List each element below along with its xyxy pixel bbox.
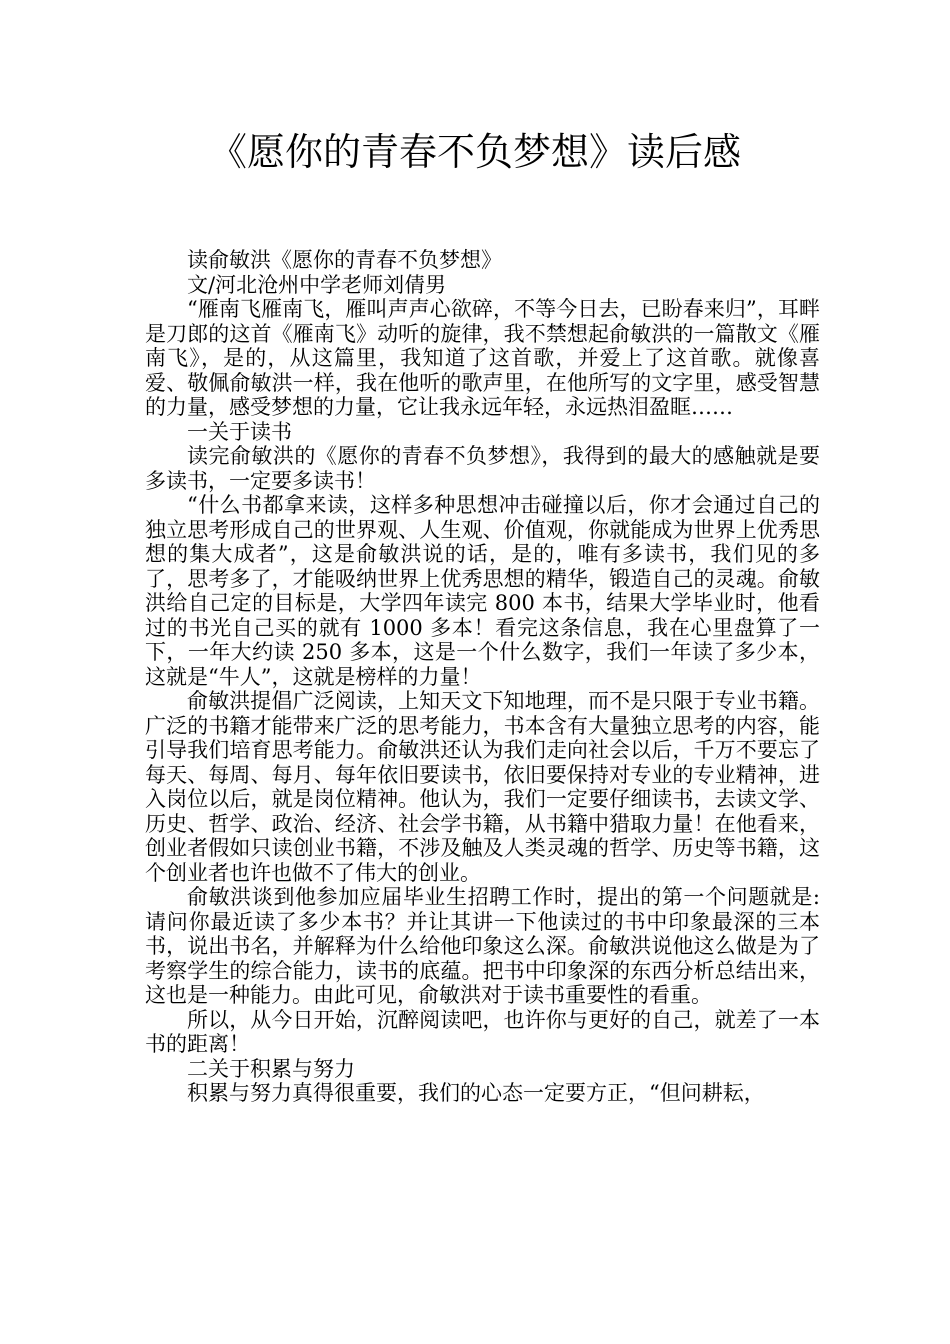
paragraph: 所以，从今日开始，沉醉阅读吧，也许你与更好的自己，就差了一本书的距离！ [145, 1007, 820, 1056]
paragraph-intro: “雁南飞雁南飞，雁叫声声心欲碎，不等今日去，已盼春来归”，耳畔是刀郎的这首《雁南飞》动听的旋律，我不禁想起俞敏洪的一篇散文《雁南飞》，是的，从这篇里，我知道了这首歌，并爱上了这首歌。就像喜爱、敬佩俞敏洪一样，我在他听的歌声里，在他所写的文字里，感受智慧的力量，感受梦想的力量，它让我永远年轻，永远热泪盈眶…… [145, 297, 820, 419]
paragraph-author-line: 文/河北沧州中学老师刘倩男 [187, 272, 447, 297]
paragraph: 读完俞敏洪的《愿你的青春不负梦想》，我得到的最大的感触就是要多读书，一定要多读书！ [145, 444, 820, 493]
paragraph: 积累与努力真得很重要，我们的心态一定要方正，“但问耕耘， [187, 1081, 765, 1105]
section-heading-reading: 一关于读书 [187, 419, 292, 444]
paragraph: “什么书都拿来读，这样多种思想冲击碰撞以后，你才会通过自己的独立思考形成自己的世界观、人生观、价值观，你就能成为世界上优秀思想的集大成者”，这是俞敏洪说的话，是的，唯有多读书，我们见的多了，思考多了，才能吸纳世界上优秀思想的精华，锻造自己的灵魂。俞敏洪给自己定的目标是，大学四年读完 800 本书，结果大学毕业时，他看过的书光自己买的就有 1000 多本！看完这条信息，我在心里盘算了一下，一年大约读 250 多本，这是一个什么数字，我们一年读了多少本，这就是“牛人”，这就是榜样的力量！ [145, 493, 820, 689]
paragraph: 俞敏洪谈到他参加应届毕业生招聘工作时，提出的第一个问题就是:请问你最近读了多少本书？并让其讲一下他读过的书中印象最深的三本书，说出书名，并解释为什么给他印象这么深。俞敏洪说他这么做是为了考察学生的综合能力，读书的底蕴。把书中印象深的东西分析总结出来，这也是一种能力。由此可见，俞敏洪对于读书重要性的看重。 [145, 885, 820, 1007]
paragraph-heading-book: 读俞敏洪《愿你的青春不负梦想》 [187, 248, 502, 272]
document-title: 《愿你的青春不负梦想》读后感 [208, 130, 741, 174]
paragraph: 俞敏洪提倡广泛阅读，上知天文下知地理，而不是只限于专业书籍。广泛的书籍才能带来广泛的思考能力，书本含有大量独立思考的内容，能引导我们培育思考能力。俞敏洪还认为我们走向社会以后，千万不要忘了每天、每周、每月、每年依旧要读书，依旧要保持对专业的专业精神，进入岗位以后，就是岗位精神。他认为，我们一定要仔细读书，去读文学、历史、哲学、政治、经济、社会学书籍，从书籍中猎取力量！在他看来，创业者假如只读创业书籍，不涉及触及人类灵魂的哲学、历史等书籍，这个创业者也许也做不了伟大的创业。 [145, 689, 820, 885]
document-body [145, 248, 820, 1106]
section-heading-effort: 二关于积累与努力 [187, 1056, 355, 1081]
